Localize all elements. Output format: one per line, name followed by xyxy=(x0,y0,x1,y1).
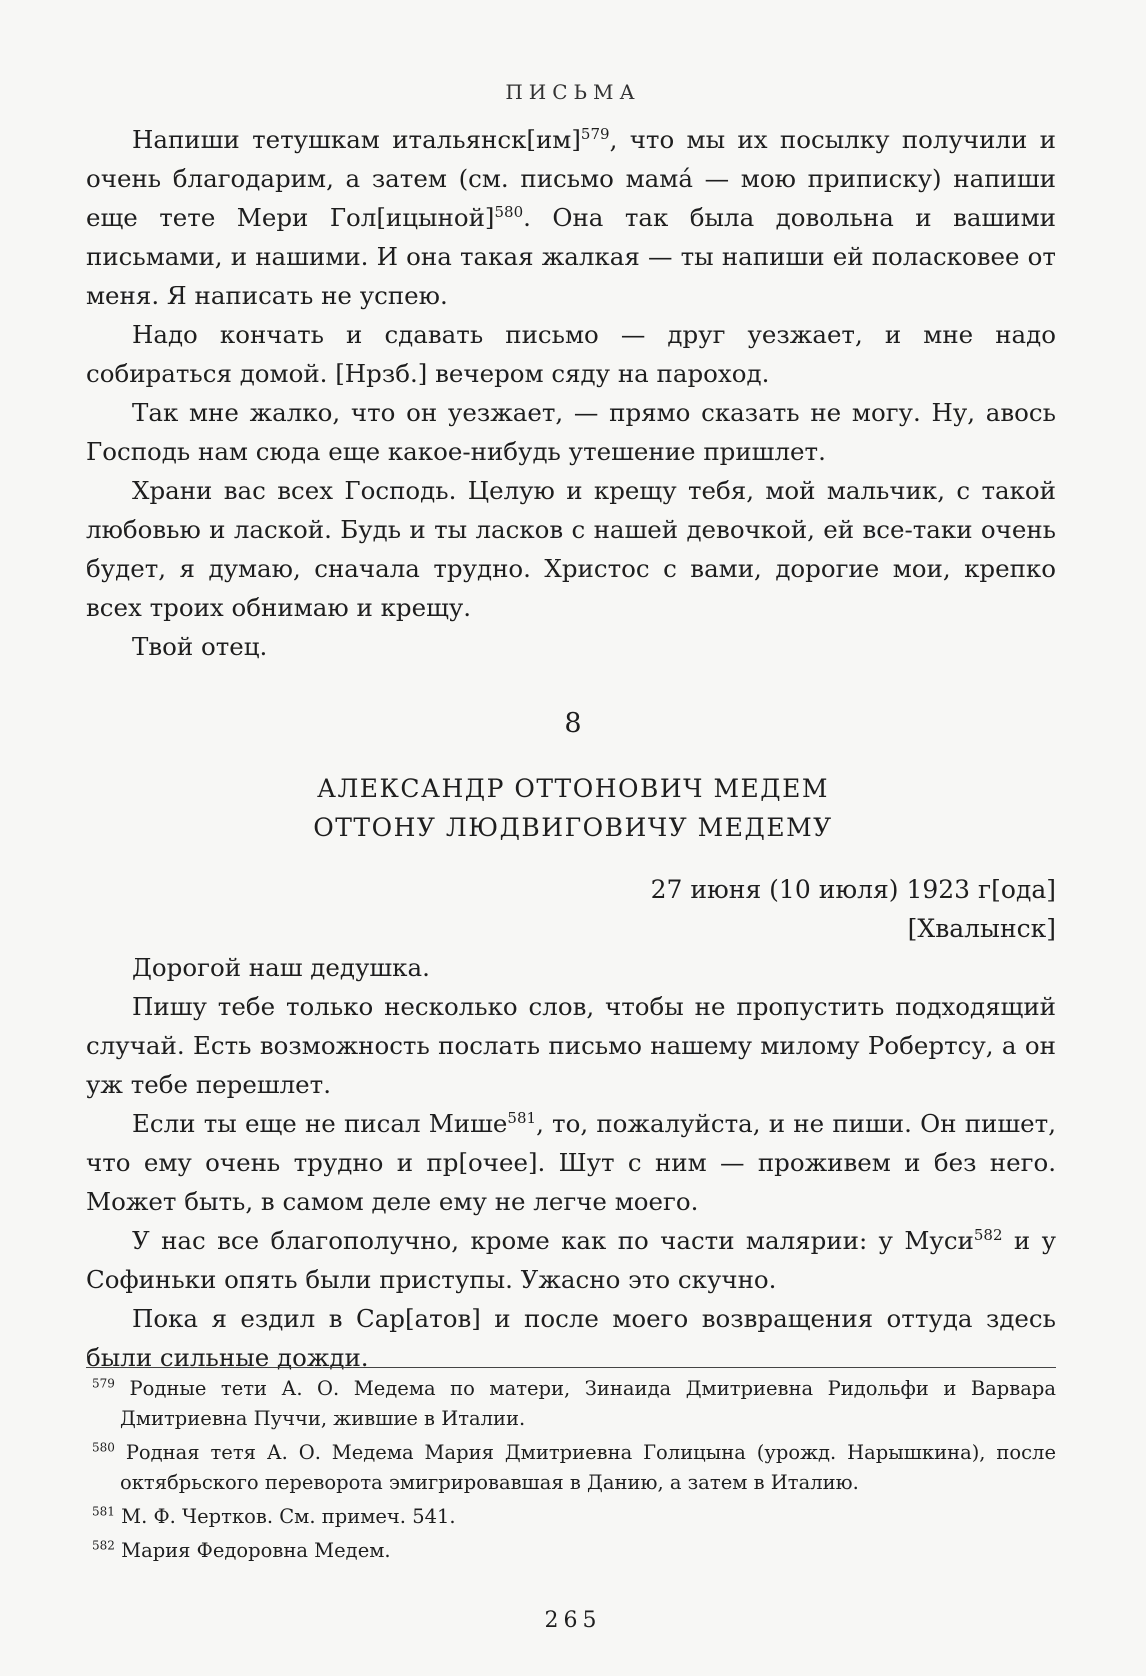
paragraph xyxy=(86,1221,1056,1299)
footnote xyxy=(86,1502,1056,1532)
paragraph: Пишу тебе только несколько слов, чтобы не пропустить подходящий случай. Есть возможность послать письмо нашему милому Робертсу, а он уж тебе перешлет. xyxy=(86,992,1056,1099)
letter-heading-recipient: ОТТОНУ ЛЮДВИГОВИЧУ МЕДЕМУ xyxy=(313,813,833,842)
letter-heading xyxy=(0,769,1146,847)
paragraph-text: , что мы их посылку получили и очень благодарим, а затем (см. письмо мамá — мою приписку) напиши еще тете Мери Гол[ицыной] xyxy=(86,125,1056,232)
footnote-text: Родная тетя А. О. Медема Мария Дмитриевна Голицына (урожд. Нарышкина), после октябрьского переворота эмигрировавшая в Данию, а затем в Италию. xyxy=(120,1441,1056,1494)
footnote-ref: 581 xyxy=(507,1108,537,1127)
letter-number: 8 xyxy=(564,708,582,739)
footnote-text: Родные тети А. О. Медема по матери, Зинаида Дмитриевна Ридольфи и Варвара Дмитриевна Пуччи, жившие в Италии. xyxy=(120,1377,1057,1430)
letter-body xyxy=(86,948,1056,1377)
footnote-number: 581 xyxy=(92,1504,115,1519)
footnote-ref: 582 xyxy=(973,1225,1003,1244)
paragraph-text: У нас все благополучно, кроме как по части малярии: у Муси xyxy=(132,1226,974,1255)
paragraph: Храни вас всех Господь. Целую и крещу тебя, мой мальчик, с такой любовью и лаской. Будь и ты ласков с нашей девочкой, ей все-таки очень будет, я думаю, сначала трудно. Христос с вами, дорогие мои, крепко всех троих обнимаю и крещу. xyxy=(86,476,1056,622)
page-number: 265 xyxy=(544,1608,602,1633)
footnote xyxy=(86,1536,1056,1566)
paragraph xyxy=(86,120,1056,315)
letter-dateline xyxy=(651,870,1056,948)
letter-continuation xyxy=(86,120,1056,666)
footnote-ref: 580 xyxy=(494,202,524,221)
footnote-divider xyxy=(86,1367,1056,1368)
footnote xyxy=(86,1374,1056,1434)
paragraph xyxy=(86,1104,1056,1221)
footnote-ref: 579 xyxy=(580,124,610,143)
footnotes xyxy=(86,1374,1056,1570)
footnote-number: 579 xyxy=(92,1376,115,1391)
salutation: Дорогой наш дедушка. xyxy=(132,953,430,982)
paragraph-text: . Она так была довольна и вашими письмами, и нашими. И она такая жалкая — ты напиши ей поласковее от меня. Я написать не успею. xyxy=(86,203,1056,310)
letter-place: [Хвалынск] xyxy=(907,914,1056,943)
footnote xyxy=(86,1438,1056,1498)
paragraph-text: , то, пожалуйста, и не пиши. Он пишет, что ему очень трудно и пр[очее]. Шут с ним — проживем и без него. Может быть, в самом деле ему не легче моего. xyxy=(86,1109,1056,1216)
paragraph: Надо кончать и сдавать письмо — друг уезжает, и мне надо собираться домой. [Нрзб.] вечером сяду на пароход. xyxy=(86,320,1056,388)
letter-date: 27 июня (10 июля) 1923 г[ода] xyxy=(650,875,1056,904)
signature-line: Твой отец. xyxy=(132,632,268,661)
footnote-text: Мария Федоровна Медем. xyxy=(121,1539,391,1562)
running-head: ПИСЬМА xyxy=(505,80,641,104)
paragraph-text: и у Софиньки опять были приступы. Ужасно это скучно. xyxy=(86,1226,1056,1294)
paragraph-text: Напиши тетушкам итальянск[им] xyxy=(132,125,581,154)
paragraph-text: Если ты еще не писал Мише xyxy=(132,1109,508,1138)
paragraph: Пока я ездил в Сар[атов] и после моего возвращения оттуда здесь были сильные дожди. xyxy=(86,1304,1056,1372)
letter-heading-sender: АЛЕКСАНДР ОТТОНОВИЧ МЕДЕМ xyxy=(317,774,829,803)
footnote-text: М. Ф. Чертков. См. примеч. 541. xyxy=(121,1505,456,1528)
footnote-number: 582 xyxy=(92,1538,115,1553)
paragraph: Так мне жалко, что он уезжает, — прямо сказать не могу. Ну, авось Господь нам сюда еще какое-нибудь утешение пришлет. xyxy=(86,398,1056,466)
footnote-number: 580 xyxy=(92,1440,115,1455)
